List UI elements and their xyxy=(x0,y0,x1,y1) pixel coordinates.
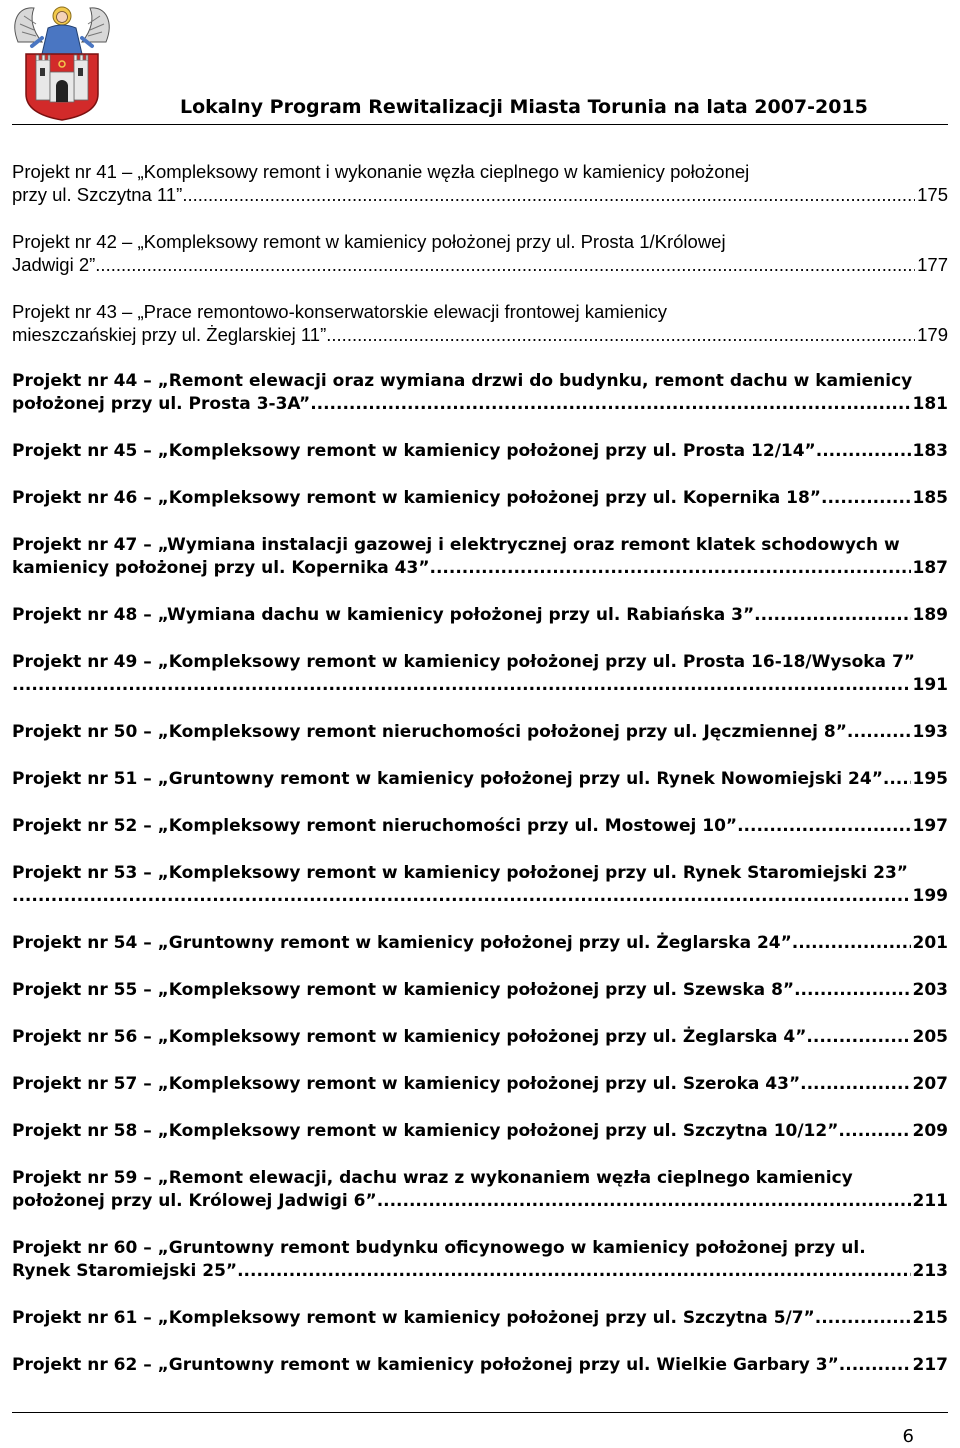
toc-entry-last-line xyxy=(12,1120,948,1143)
toc-entry[interactable] xyxy=(12,721,948,744)
toc-entry-title-line: Projekt nr 44 – „Remont elewacji oraz wymiana drzwi do budynku, remont dachu w kamienicy xyxy=(12,371,913,391)
toc-page-number: 177 xyxy=(917,254,948,275)
toc-page-number: 195 xyxy=(912,769,948,789)
toc-dot-leader xyxy=(95,253,915,276)
toc-page-number: 213 xyxy=(912,1261,948,1281)
toc-page-number: 199 xyxy=(912,886,948,906)
toc-entry[interactable] xyxy=(12,370,948,416)
toc-entry[interactable] xyxy=(12,1354,948,1377)
toc-dot-leader xyxy=(806,1026,910,1049)
toc-dot-leader xyxy=(182,183,915,206)
header-divider xyxy=(12,124,948,125)
toc-entry-title-line: Projekt nr 41 – „Kompleksowy remont i wykonanie węzła cieplnego w kamienicy położonej xyxy=(12,161,750,182)
toc-entry-title: Projekt nr 57 – „Kompleksowy remont w kamienicy położonej przy ul. Szeroka 43” xyxy=(12,1074,801,1094)
toc-page-number: 181 xyxy=(912,394,948,414)
toc-entry-title: Jadwigi 2” xyxy=(12,254,96,275)
toc-entry-title: Projekt nr 54 – „Gruntowny remont w kamienicy położonej przy ul. Żeglarska 24” xyxy=(12,933,792,953)
toc-dot-leader xyxy=(800,1073,910,1096)
toc-entry[interactable] xyxy=(12,1167,948,1213)
toc-dot-leader xyxy=(821,487,911,510)
toc-page-number: 175 xyxy=(917,184,948,205)
toc-entry[interactable] xyxy=(12,1237,948,1283)
toc-entry[interactable] xyxy=(12,862,948,908)
toc-page-number: 203 xyxy=(912,980,948,1000)
toc-entry[interactable] xyxy=(12,651,948,697)
toc-entry[interactable] xyxy=(12,979,948,1002)
toc-entry-last-line xyxy=(12,1260,948,1283)
toc-entry-last-line xyxy=(12,1073,948,1096)
toc-entry-title: Rynek Staromiejski 25” xyxy=(12,1261,238,1281)
toc-page-number: 207 xyxy=(912,1074,948,1094)
toc-entry[interactable] xyxy=(12,1307,948,1330)
toc-entry-last-line xyxy=(12,979,948,1002)
toc-entry-title-line: Projekt nr 53 – „Kompleksowy remont w kamienicy położonej przy ul. Rynek Staromiejski 23” xyxy=(12,863,908,883)
toc-entry-last-line xyxy=(12,1307,948,1330)
toc-entry[interactable] xyxy=(12,160,948,206)
toc-entry-title: Projekt nr 61 – „Kompleksowy remont w kamienicy położonej przy ul. Szczytna 5/7” xyxy=(12,1308,815,1328)
toc-entry-title: Projekt nr 55 – „Kompleksowy remont w kamienicy położonej przy ul. Szewska 8” xyxy=(12,980,795,1000)
toc-page-number: 187 xyxy=(912,558,948,578)
toc-entry-last-line xyxy=(12,768,948,791)
toc-dot-leader xyxy=(12,885,911,908)
toc-entry-last-line xyxy=(12,674,948,697)
toc-entry-last-line xyxy=(12,1190,948,1213)
toc-entry-title: położonej przy ul. Prosta 3-3A” xyxy=(12,394,311,414)
toc-entry-title: kamienicy położonej przy ul. Kopernika 43” xyxy=(12,558,430,578)
toc-entry[interactable] xyxy=(12,815,948,838)
toc-entry-last-line xyxy=(12,440,948,463)
toc-entry-title: Projekt nr 45 – „Kompleksowy remont w kamienicy położonej przy ul. Prosta 12/14” xyxy=(12,441,816,461)
toc-page-number: 211 xyxy=(912,1191,948,1211)
toc-entry-last-line xyxy=(12,253,948,276)
toc-dot-leader xyxy=(377,1190,911,1213)
toc-entry-title: Projekt nr 52 – „Kompleksowy remont nieruchomości przy ul. Mostowej 10” xyxy=(12,816,738,836)
toc-dot-leader xyxy=(430,557,911,580)
toc-entry[interactable] xyxy=(12,487,948,510)
toc-dot-leader xyxy=(754,604,910,627)
toc-dot-leader xyxy=(816,440,911,463)
toc-page-number: 179 xyxy=(917,324,948,345)
toc-page-number: 183 xyxy=(912,441,948,461)
toc-entry[interactable] xyxy=(12,768,948,791)
toc-entry-last-line xyxy=(12,1026,948,1049)
toc-page-number: 189 xyxy=(912,605,948,625)
toc-entry[interactable] xyxy=(12,932,948,955)
toc-entry-last-line xyxy=(12,323,948,346)
toc-entry-title: Projekt nr 51 – „Gruntowny remont w kamienicy położonej przy ul. Rynek Nowomiejski 24” xyxy=(12,769,883,789)
toc-entry-last-line xyxy=(12,815,948,838)
torun-coat-of-arms-logo xyxy=(8,2,116,122)
toc-entry-last-line xyxy=(12,557,948,580)
toc-entry-title-line: Projekt nr 60 – „Gruntowny remont budynku oficynowego w kamienicy położonej przy ul. xyxy=(12,1238,866,1258)
toc-entry-last-line xyxy=(12,1354,948,1377)
toc-entry-title-line: Projekt nr 42 – „Kompleksowy remont w kamienicy położonej przy ul. Prosta 1/Królowej xyxy=(12,231,726,252)
toc-dot-leader xyxy=(792,932,911,955)
toc-entry-title-line: Projekt nr 43 – „Prace remontowo-konserwatorskie elewacji frontowej kamienicy xyxy=(12,301,667,322)
toc-page-number: 217 xyxy=(912,1355,948,1375)
toc-entry-title: Projekt nr 46 – „Kompleksowy remont w kamienicy położonej przy ul. Kopernika 18” xyxy=(12,488,821,508)
toc-dot-leader xyxy=(838,1120,910,1143)
page-number: 6 xyxy=(902,1426,914,1447)
toc-entry[interactable] xyxy=(12,1073,948,1096)
toc-entry[interactable] xyxy=(12,1120,948,1143)
toc-entry-last-line xyxy=(12,885,948,908)
toc-dot-leader xyxy=(737,815,910,838)
toc-dot-leader xyxy=(326,323,915,346)
toc-entry-title: Projekt nr 62 – „Gruntowny remont w kamienicy położonej przy ul. Wielkie Garbary 3” xyxy=(12,1355,839,1375)
toc-page-number: 191 xyxy=(912,675,948,695)
toc-page-number: 215 xyxy=(912,1308,948,1328)
toc-entry-title: Projekt nr 58 – „Kompleksowy remont w kamienicy położonej przy ul. Szczytna 10/12” xyxy=(12,1121,839,1141)
toc-entry-title: mieszczańskiej przy ul. Żeglarskiej 11” xyxy=(12,324,327,345)
toc-page-number: 185 xyxy=(912,488,948,508)
toc-page-number: 201 xyxy=(912,933,948,953)
toc-entry-title: Projekt nr 50 – „Kompleksowy remont nieruchomości położonej przy ul. Jęczmiennej 8” xyxy=(12,722,847,742)
toc-entry[interactable] xyxy=(12,534,948,580)
toc-entry[interactable] xyxy=(12,300,948,346)
toc-entry-last-line xyxy=(12,487,948,510)
toc-entry-last-line xyxy=(12,183,948,206)
toc-entry[interactable] xyxy=(12,230,948,276)
toc-entry[interactable] xyxy=(12,440,948,463)
toc-dot-leader xyxy=(883,768,911,791)
toc-entry-title-line: Projekt nr 49 – „Kompleksowy remont w kamienicy położonej przy ul. Prosta 16-18/Wysoka 7” xyxy=(12,652,915,672)
toc-entry-title: położonej przy ul. Królowej Jadwigi 6” xyxy=(12,1191,377,1211)
toc-entry-title-line: Projekt nr 59 – „Remont elewacji, dachu wraz z wykonaniem węzła cieplnego kamienicy xyxy=(12,1168,853,1188)
toc-dot-leader xyxy=(839,1354,911,1377)
toc-page-number: 193 xyxy=(912,722,948,742)
toc-dot-leader xyxy=(794,979,910,1002)
toc-page-number: 197 xyxy=(912,816,948,836)
toc-dot-leader xyxy=(847,721,911,744)
toc-entry-title: Projekt nr 56 – „Kompleksowy remont w kamienicy położonej przy ul. Żeglarska 4” xyxy=(12,1027,807,1047)
toc-entry-last-line xyxy=(12,932,948,955)
toc-entry-title: Projekt nr 48 – „Wymiana dachu w kamienicy położonej przy ul. Rabiańska 3” xyxy=(12,605,755,625)
toc-entry[interactable] xyxy=(12,604,948,627)
toc-entry-title: przy ul. Szczytna 11” xyxy=(12,184,183,205)
toc-entry-last-line xyxy=(12,393,948,416)
toc-dot-leader xyxy=(815,1307,911,1330)
toc-entry-last-line xyxy=(12,721,948,744)
toc-entry-title-line: Projekt nr 47 – „Wymiana instalacji gazowej i elektrycznej oraz remont klatek schodowych w xyxy=(12,535,900,555)
toc-entry[interactable] xyxy=(12,1026,948,1049)
toc-page-number: 205 xyxy=(912,1027,948,1047)
toc-dot-leader xyxy=(12,674,911,697)
toc-entry-last-line xyxy=(12,604,948,627)
document-header-title: Lokalny Program Rewitalizacji Miasta Torunia na lata 2007-2015 xyxy=(180,96,868,118)
toc-dot-leader xyxy=(310,393,910,416)
toc-page-number: 209 xyxy=(912,1121,948,1141)
toc-dot-leader xyxy=(237,1260,910,1283)
footer-divider xyxy=(12,1412,948,1413)
